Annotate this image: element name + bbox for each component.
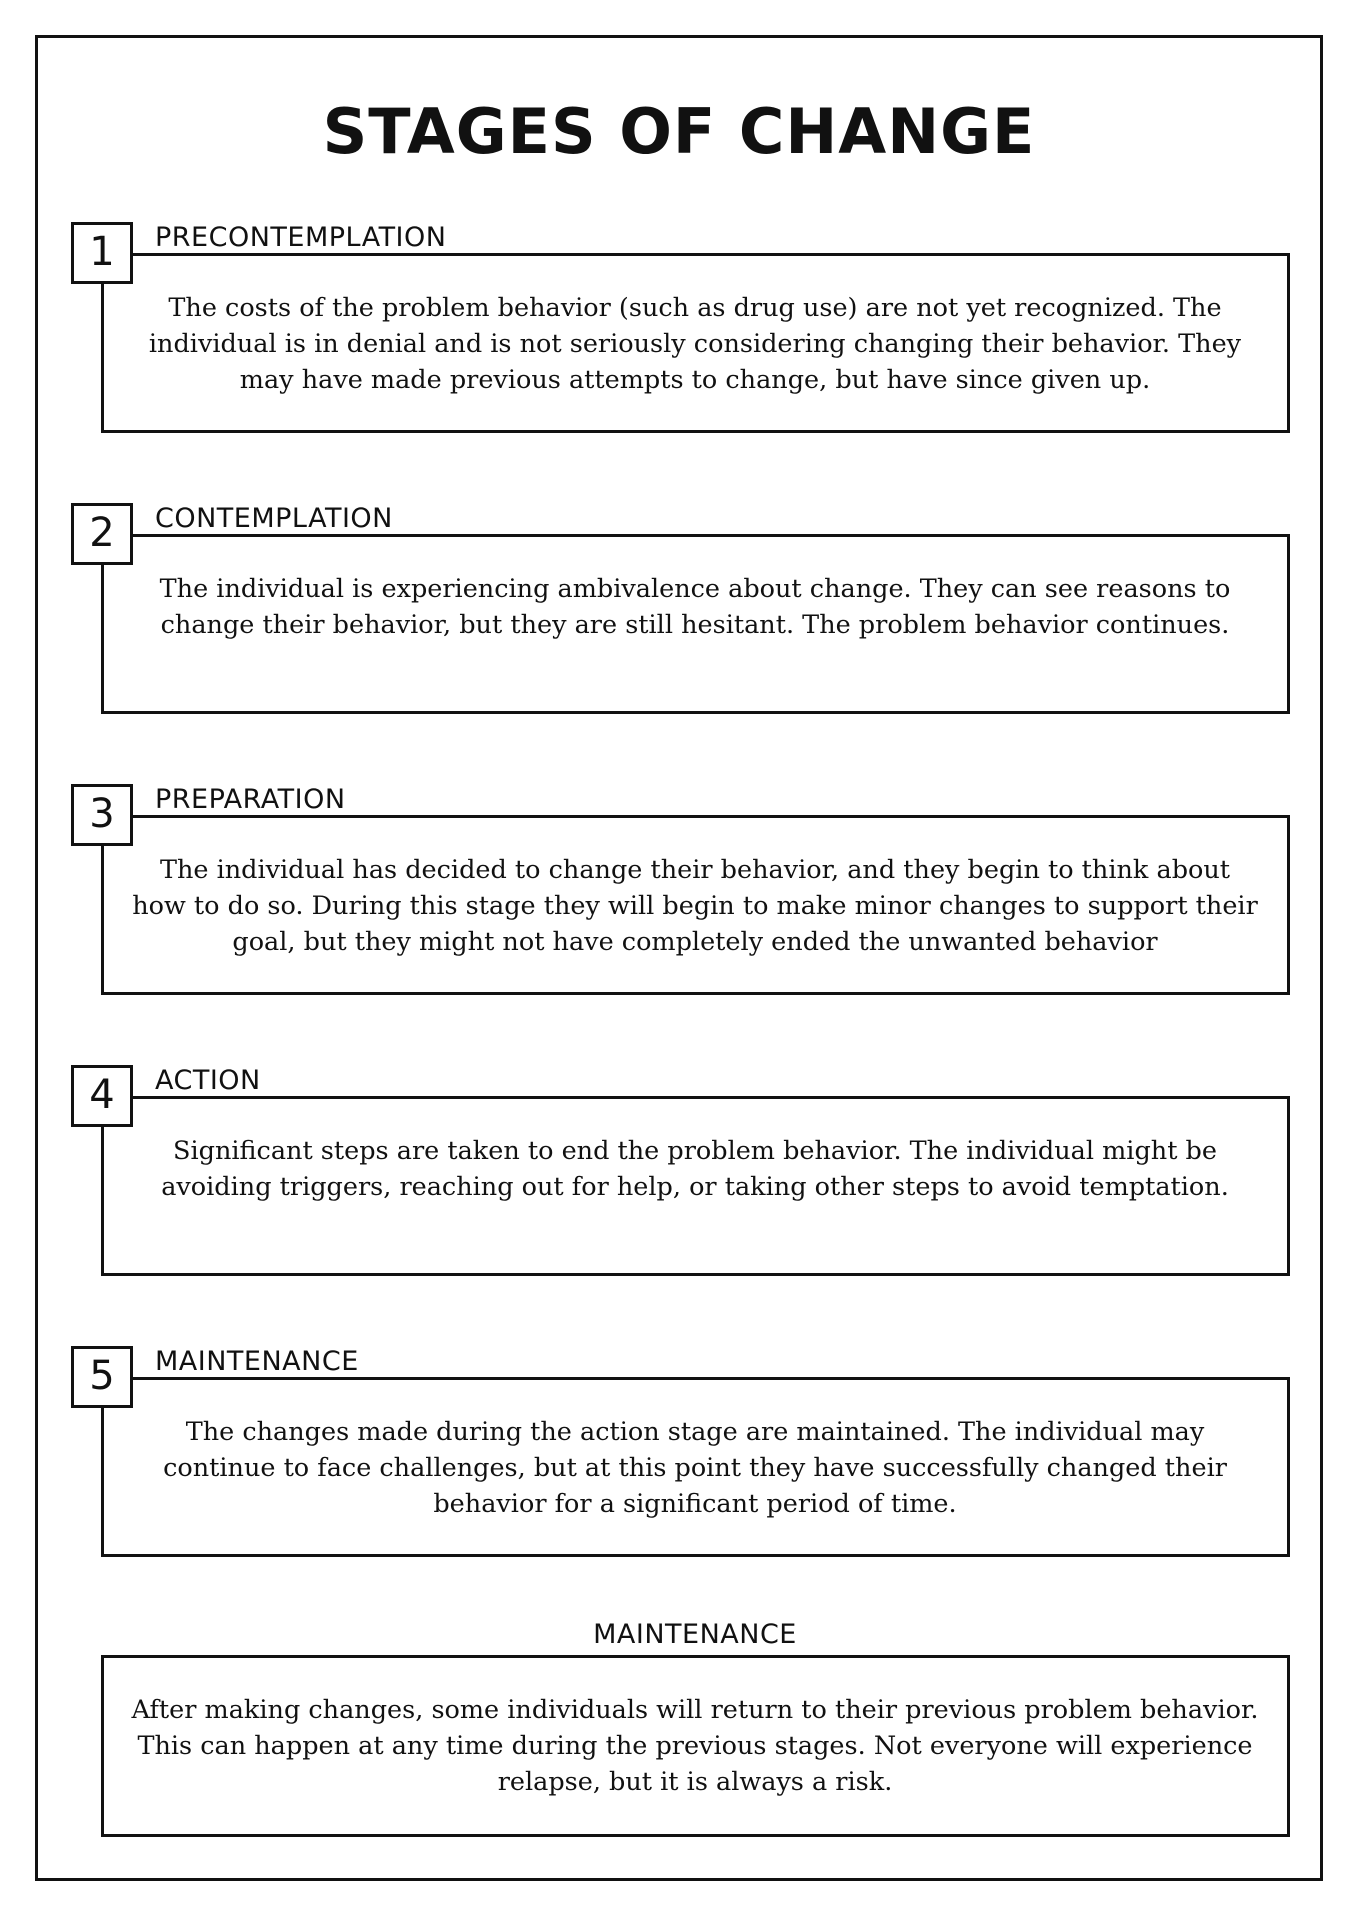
- stage-number: 3: [71, 784, 133, 846]
- stage-description: The individual is experiencing ambivalence about change. They can see reasons to change their behavior, but they are still hesitant. The problem behavior continues.: [159, 574, 1231, 640]
- connector-line: [101, 1127, 104, 1167]
- stage-description: The changes made during the action stage are maintained. The individual may continue to face challenges, but at this point they have successfully changed their behavior for a significant period of time.: [163, 1417, 1227, 1519]
- stage-number: 4: [71, 1065, 133, 1127]
- relapse-heading: MAINTENANCE: [593, 1619, 797, 1650]
- connector-line: [101, 565, 104, 605]
- stage-heading: CONTEMPLATION: [155, 503, 393, 534]
- stage-number: 1: [71, 222, 133, 284]
- stage-number: 5: [71, 1346, 133, 1408]
- stage-heading: PREPARATION: [155, 784, 346, 815]
- stage-number: 2: [71, 503, 133, 565]
- stage-1: [0, 222, 1358, 462]
- connector-line: [101, 284, 104, 324]
- stage-3: [0, 784, 1358, 1024]
- connector-line: [101, 1408, 104, 1448]
- stage-description: The individual has decided to change their behavior, and they begin to think about how to do so. During this stage they will begin to make minor changes to support their goal, but they might not have completely ended the unwanted behavior: [132, 855, 1258, 957]
- connector-line: [101, 846, 104, 886]
- stage-heading: ACTION: [155, 1065, 261, 1096]
- stage-4: [0, 1065, 1358, 1305]
- stage-description: The costs of the problem behavior (such as drug use) are not yet recognized. The individual is in denial and is not seriously considering changing their behavior. They may have made previous attempts to change, but have since given up.: [148, 293, 1242, 395]
- page-title: STAGES OF CHANGE: [322, 95, 1036, 168]
- stage-heading: MAINTENANCE: [155, 1346, 359, 1377]
- stage-2: [0, 503, 1358, 743]
- stage-heading: PRECONTEMPLATION: [155, 222, 447, 253]
- stage-5: [0, 1346, 1358, 1586]
- stage-description: Significant steps are taken to end the problem behavior. The individual might be avoiding triggers, reaching out for help, or taking other steps to avoid temptation.: [161, 1136, 1229, 1202]
- relapse-description: After making changes, some individuals will return to their previous problem behavior. This can happen at any time during the previous stages. Not everyone will experience relapse, but it is always a risk.: [131, 1695, 1259, 1797]
